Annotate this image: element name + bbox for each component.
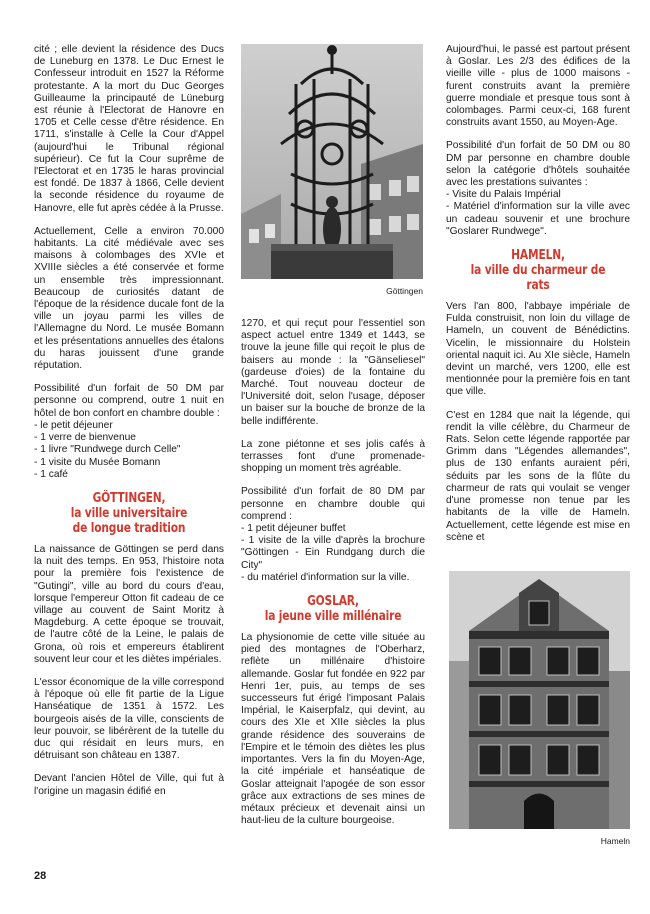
- package-list: [34, 420, 224, 481]
- gottingen-fountain-photo: [241, 44, 423, 279]
- paragraph: Possibilité d'un forfait de 50 DM par personne ou comprend, outre 1 nuit en hôtel de bon confort en chambre double :: [34, 383, 224, 419]
- paragraph: La physionomie de cette ville située au pied des montagnes de l'Oberharz, reflète un millénaire d'histoire allemande. Goslar fut fondée en 922 par Henri 1er, puis, au temps de ses successeurs fut érigé l'imposant Palais Impérial, le Kaiserpfalz, qui devint, au cours des XIe et XIIe siècles la plus grande résidence des souverains de l'Empire et le témoin des diètes les plus importantes. Vers la fin du Moyen-Age, la cité impériale et hanséatique de Goslar atteignait l'apogée de son essor grâce aux extractions de ses mines de métaux précieux et devenait ainsi un haut-lieu de la culture bourgeoise.: [241, 632, 425, 827]
- photo-caption: Göttingen: [386, 286, 423, 296]
- paragraph: Actuellement, Celle a environ 70.000 habitants. La cité médiévale avec ses maisons à colombages des XVIe et XVIIIe siècles a été conservée et forme un ensemble très impressionnant. Beaucoup de curiosités datant de l'époque de la résidence ducale font de la ville un joyau parmi les villes de l'Allemagne du Nord. Le musée Bomann et les présentations annuelles des étalons du haras jouissent d'une grande réputation.: [34, 225, 224, 372]
- package-list: [241, 523, 425, 584]
- heading-line: la ville du charmeur de rats: [470, 263, 606, 294]
- paragraph: 1270, et qui reçut pour l'essentiel son aspect actuel entre 1349 et 1443, se trouve la jeune fille qui reçoit le plus de baisers au monde : la "Gänseliesel" (gardeuse d'oies) de la fontaine du Marché. Tout nouveau docteur de l'Université doit, selon l'usage, déposer un baiser sur la bouche de bronze de la belle indifférente.: [241, 318, 425, 427]
- hameln-building-photo: [449, 571, 630, 829]
- list-item: - 1 visite du Musée Bomann: [34, 456, 161, 468]
- list-item: - le petit déjeuner: [34, 419, 113, 431]
- list-item: - du matériel d'information sur la ville.: [241, 571, 410, 583]
- list-item: - Matériel d'information sur la ville avec un cadeau souvenir et une brochure "Goslarer Rundwege".: [446, 201, 630, 237]
- heading-line: de longue tradition: [72, 520, 186, 536]
- list-item: - 1 verre de bienvenue: [34, 432, 136, 444]
- package-list: [446, 189, 630, 238]
- photo-caption: Hameln: [600, 836, 630, 846]
- section-heading-goslar: [258, 594, 409, 624]
- section-heading-gottingen: [51, 491, 207, 536]
- list-item: - 1 petit déjeuner buffet: [241, 523, 346, 535]
- list-item: - Visite du Palais Impérial: [446, 189, 561, 201]
- paragraph: La naissance de Göttingen se perd dans la nuit des temps. En 953, l'histoire nota pour la première fois l'existence de "Gutingi", ville au bord du cours d'eau, lorsque l'empereur Otton fit cadeau de ce village au couvent de Saint Moritz à Magdeburg. A cette époque se trouvait, de l'autre côté de la Leine, le palais de Grona, où rois et empereurs établirent souvent leur cour et les diètes impériales.: [34, 543, 224, 665]
- heading-line: GÖTTINGEN,: [92, 490, 166, 506]
- column-2: [241, 318, 425, 838]
- heading-line: GOSLAR,: [307, 594, 359, 610]
- heading-line: la jeune ville millénaire: [264, 609, 402, 625]
- section-heading-hameln: [463, 248, 614, 293]
- paragraph: La zone piétonne et ses jolis cafés à terrasses font d'une promenade-shopping un moment très agréable.: [241, 438, 425, 475]
- list-item: - 1 café: [34, 468, 68, 480]
- paragraph: Vers l'an 800, l'abbaye impériale de Fulda construisit, non loin du village de Hameln, un couvent de Bénédictins. Vicelin, le missionnaire du Holstein oriental naquit ici. Au XIe siècle, Hameln devint un marché, vers 1200, elle est mentionnée pour la première fois en tant que ville.: [446, 301, 630, 398]
- heading-line: la ville universitaire: [70, 505, 188, 521]
- page-number: 28: [34, 870, 47, 882]
- paragraph: Possibilité d'un forfait de 80 DM par personne en chambre double qui comprend :: [241, 486, 425, 522]
- list-item: - 1 visite de la ville d'après la brochure "Göttingen - Ein Rundgang durch die City": [241, 535, 425, 571]
- paragraph: Aujourd'hui, le passé est partout présent à Goslar. Les 2/3 des édifices de la vieille ville - plus de 1000 maisons - furent construits avant la première guerre mondiale et presque tous sont à colombages. Parmi ceux-ci, 168 furent construits avant 1550, au Moyen-Age.: [446, 44, 630, 129]
- paragraph: C'est en 1284 que nait la légende, qui rendit la ville célèbre, du Charmeur de Rats. Selon cette légende rapportée par Grimm dans "Légendes allemandes", plus de 130 enfants auraient péri, séduits par les sons de la flûte du charmeur de rats qui voulait se venger d'une promesse non tenue par les habitants de la ville de Hameln. Actuellement, cette légende est mise en scène et: [446, 409, 630, 543]
- column-3: [446, 44, 630, 555]
- paragraph: cité ; elle devient la résidence des Ducs de Luneburg en 1378. Le Duc Ernest le Confesseur introduit en 1527 la Réforme protestante. A la mort du Duc Georges Guilleaume la principauté de Lüneburg est réunie à l'Electorat de Hanovre en 1705 et Celle cesse d'être résidence. En 1711, s'installe à Celle la Cour d'Appel (aujourd'hui le Tribunal régional supérieur). Ce fut la Cour suprême de l'Electorat et en 1735 le haras provincial est fondé. De 1837 à 1866, Celle devient la seconde résidence du royaume de Hanovre, elle fut après cédée à la Prusse.: [34, 44, 224, 214]
- paragraph: Devant l'ancien Hôtel de Ville, qui fut à l'origine un magasin édifié en: [34, 773, 224, 797]
- column-1: [34, 44, 224, 809]
- heading-line: HAMELN,: [511, 248, 565, 264]
- paragraph: Possibilité d'un forfait de 50 DM ou 80 DM par personne en chambre double selon la catégorie d'hôtels souhaitée avec les prestations suivantes :: [446, 140, 630, 189]
- paragraph: L'essor économique de la ville correspond à l'époque où elle fit partie de la Ligue Hanséatique de 1351 à 1572. Les bourgeois aisés de la ville, conscients de leur pouvoir, se libérèrent de la tutelle du duc qui résidait en leurs murs, en détruisant son château en 1387.: [34, 676, 224, 762]
- list-item: - 1 livre "Rundwege durch Celle": [34, 444, 181, 456]
